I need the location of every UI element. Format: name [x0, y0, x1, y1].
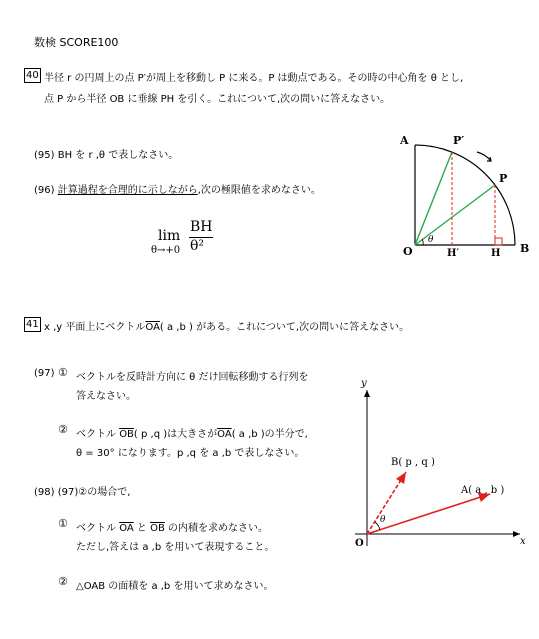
right-angle-mark — [495, 238, 502, 245]
label-A: A — [400, 134, 409, 147]
q97-2-post: ( a ,b )の半分で, — [231, 429, 308, 440]
q41-statement — [44, 318, 409, 333]
vector-OA-arrow — [367, 494, 490, 534]
label-P: P — [499, 172, 508, 185]
q97-2-line2: θ = 30° になります。p ,q を a ,b で表しなさい。 — [76, 448, 305, 459]
label-theta: θ — [428, 235, 434, 245]
q41-post: ( a ,b ) がある。これについて,次の問いに答えなさい。 — [159, 322, 410, 333]
label-O: O — [403, 245, 413, 258]
page-title: 数検 SCORE100 — [34, 36, 119, 49]
label-H-prime: H′ — [447, 248, 460, 258]
q97-2-pre: ベクトル — [76, 429, 116, 440]
q41-pre: x ,y 平面上にベクトル — [44, 322, 146, 333]
limit-subscript: θ→+0 — [151, 245, 181, 256]
q95-text: (95) BH を r ,θ で表しなさい。 — [34, 150, 179, 161]
q96-rest: ,次の極限値を求めなさい。 — [197, 185, 321, 196]
q98-text: (98) (97)②の場合で, — [34, 487, 131, 498]
q97-2-marker: ② — [58, 423, 68, 436]
q96-underlined-text: 計算過程を合理的に示しながら — [57, 185, 198, 196]
q40-statement-line1: 半径 r の円周上の点 P′が周上を移動し P に来る。P は動点である。その時の中心角を θ とし, — [44, 73, 464, 84]
label-H: H — [491, 248, 501, 258]
q97-1-line2: 答えなさい。 — [76, 391, 136, 402]
q97-1-marker: ① — [58, 366, 68, 379]
label-y: y — [361, 378, 367, 389]
q97-1-line1: ベクトルを反時計方向に θ だけ回転移動する行列を — [76, 372, 309, 383]
label-theta-2: θ — [380, 515, 386, 525]
q96-text — [34, 181, 321, 196]
motion-arrow-icon — [477, 152, 491, 161]
q98-2-marker: ② — [58, 575, 68, 588]
fraction-numerator: BH — [190, 219, 213, 235]
vector-OB: $\overline{OB}$ — [119, 429, 134, 440]
q40-statement-line2: 点 P から半径 OB に垂線 PH を引く。これについて,次の問いに答えなさい。 — [44, 94, 391, 105]
question-number-41: 41 — [26, 319, 39, 330]
limit-word: lim — [158, 228, 181, 244]
q97-number: (97) — [34, 368, 55, 379]
q98-1-mid: と — [136, 523, 147, 534]
q98-1-line2: ただし,答えは a ,b を用いて表現すること。 — [76, 542, 275, 553]
q98-1-post: の内積を求めなさい。 — [168, 523, 269, 534]
label-O-2: O — [355, 538, 364, 549]
question-number-40: 40 — [26, 70, 39, 81]
q97-2-line1 — [76, 425, 308, 440]
vector-OA-3: $\overline{OA}$ — [119, 523, 134, 534]
q98-2-line: △OAB の面積を a ,b を用いて求めなさい。 — [76, 581, 274, 592]
q97-2-mid: ( p ,q )は大きさが — [133, 429, 218, 440]
q98-1-line1 — [76, 519, 268, 534]
theta-arc — [422, 239, 423, 245]
q98-1-marker: ① — [58, 517, 68, 530]
vector-OB-arrow — [367, 472, 406, 534]
label-A-point: A( a , b ) — [461, 485, 505, 496]
vector-OA-2: $\overline{OA}$ — [217, 429, 232, 440]
label-B-point: B( p , q ) — [391, 457, 435, 468]
q98-1-pre: ベクトル — [76, 523, 116, 534]
q96-number: (96) — [34, 185, 55, 196]
arc-AB — [415, 145, 515, 245]
vector-OA: $\overline{OA}$ — [145, 322, 160, 333]
label-B: B — [520, 242, 530, 255]
label-x: x — [520, 536, 526, 547]
fraction-denominator: θ² — [190, 238, 205, 254]
quarter-circle-figure — [395, 128, 535, 258]
vector-OB-2: $\overline{OB}$ — [150, 523, 165, 534]
label-P-prime: P′ — [453, 134, 465, 147]
vector-figure — [350, 376, 535, 551]
